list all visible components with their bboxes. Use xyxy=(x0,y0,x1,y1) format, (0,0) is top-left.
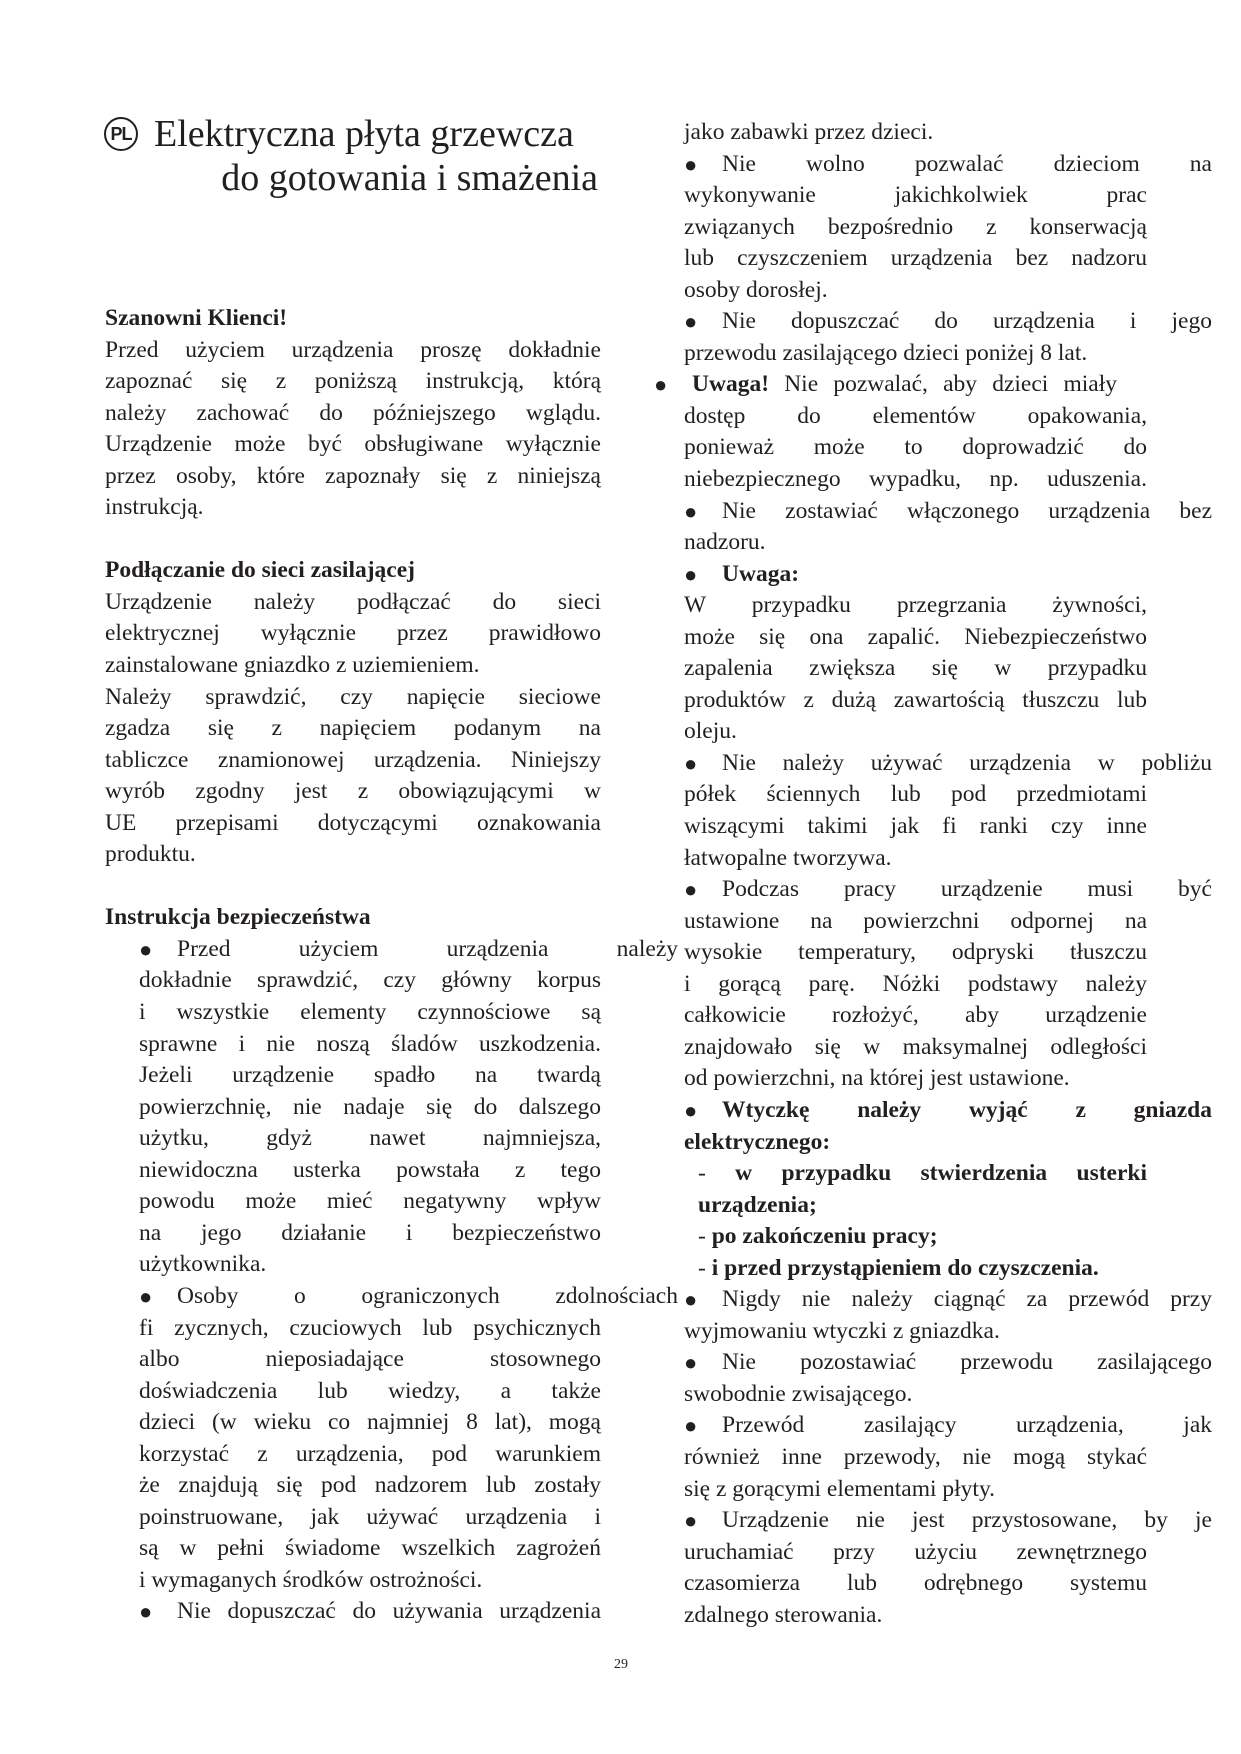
text-line xyxy=(684,685,1147,717)
text-line xyxy=(684,653,1147,685)
line-text xyxy=(105,587,601,619)
line-text xyxy=(139,1218,601,1250)
text-line xyxy=(684,275,1147,307)
plain-text: produktu. xyxy=(105,841,196,868)
bullet-item-line xyxy=(684,149,1212,181)
plain-text: Nie dopuszczać do urządzenia i jego xyxy=(722,308,1212,335)
line-text xyxy=(684,1063,1147,1095)
plain-text: W przypadku przegrzania żywności, xyxy=(684,592,1147,619)
plain-text: wiszącymi takimi jak fi ranki czy inne xyxy=(684,813,1147,840)
plain-text: zdalnego sterowania. xyxy=(684,1601,883,1628)
plain-text: powierzchnię, nie nadaje się do dalszego xyxy=(139,1093,601,1120)
line-text xyxy=(684,527,1147,559)
text-line xyxy=(684,117,1147,149)
bullet-item-line xyxy=(684,1095,1212,1127)
plain-text: instrukcją. xyxy=(105,494,204,521)
text-line xyxy=(698,1158,1147,1190)
line-text xyxy=(722,1505,1212,1537)
text-line xyxy=(684,243,1147,275)
line-text xyxy=(684,1379,1147,1411)
plain-text: przez osoby, które zapoznały się z niniejszą xyxy=(105,462,601,489)
bullet-icon: ● xyxy=(139,1283,153,1309)
title-line-1: Elektryczna płyta grzewcza xyxy=(154,113,574,155)
bullet-item-line xyxy=(684,306,1212,338)
plain-text: łatwopalne tworzywa. xyxy=(684,844,892,871)
line-text xyxy=(139,1249,601,1281)
text-line xyxy=(684,432,1147,464)
plain-text: użytkownika. xyxy=(139,1251,267,1278)
text-line xyxy=(139,1565,601,1597)
plain-text: tabliczce znamionowej urządzenia. Niniejszy xyxy=(105,746,601,773)
text-line xyxy=(684,1379,1147,1411)
text-line xyxy=(139,1439,601,1471)
plain-text: zainstalowane gniazdko z uziemieniem. xyxy=(105,652,480,679)
plain-text: Przewód zasilający urządzenia, jak xyxy=(722,1412,1212,1439)
section-heading xyxy=(698,1190,1147,1222)
section-heading xyxy=(684,1127,1147,1159)
text-line xyxy=(684,180,1147,212)
text-line xyxy=(139,1155,601,1187)
text-line xyxy=(139,965,601,997)
text-line xyxy=(139,1470,601,1502)
plain-text: produktów z dużą zawartością tłuszczu lub xyxy=(684,686,1147,713)
bullet-item-line xyxy=(684,1410,1212,1442)
bullet-item-line xyxy=(139,934,678,966)
line-text xyxy=(105,366,601,398)
line-text xyxy=(139,1060,601,1092)
plain-text: Przed użyciem urządzenia należy xyxy=(177,935,678,962)
text-line xyxy=(139,1533,601,1565)
section-heading xyxy=(105,902,601,934)
plain-text: przewodu zasilającego dzieci poniżej 8 lat. xyxy=(684,339,1088,366)
plain-text: doświadczenia lub wiedzy, a także xyxy=(139,1377,601,1404)
text-line xyxy=(698,1253,1147,1285)
text-line xyxy=(139,1092,601,1124)
plain-text: i gorącą parę. Nóżki podstawy należy xyxy=(684,970,1147,997)
line-text xyxy=(139,1123,601,1155)
line-text xyxy=(684,243,1147,275)
line-text xyxy=(684,906,1147,938)
line-text xyxy=(105,555,601,587)
text-line xyxy=(684,1600,1147,1632)
plain-text: Przed użyciem urządzenia proszę dokładnie xyxy=(105,336,601,363)
line-text xyxy=(692,369,1117,401)
plain-text: znajdowało się w maksymalnej odległości xyxy=(684,1033,1147,1060)
line-text xyxy=(684,1600,1147,1632)
plain-text: dokładnie sprawdzić, czy główny korpus xyxy=(139,967,601,994)
text-line xyxy=(684,464,1147,496)
text-line xyxy=(139,1376,601,1408)
plain-text: Nie pozwalać, aby dzieci miały xyxy=(769,371,1117,398)
left-column xyxy=(105,303,678,1628)
plain-text: lub czyszczeniem urządzenia bez nadzoru xyxy=(684,245,1147,272)
text-line xyxy=(684,969,1147,1001)
bullet-item-line xyxy=(684,1505,1212,1537)
page-number: 29 xyxy=(614,1657,628,1672)
plain-text: korzystać z urządzenia, pod warunkiem xyxy=(139,1440,601,1467)
text-line xyxy=(139,1249,601,1281)
line-text xyxy=(139,1029,601,1061)
plain-text: Nigdy nie należy ciągnąć za przewód przy xyxy=(722,1286,1212,1313)
bold-text: Uwaga: xyxy=(722,560,800,587)
line-text xyxy=(684,401,1147,433)
text-line xyxy=(105,398,601,430)
bullet-icon: ● xyxy=(684,877,698,903)
right-column xyxy=(654,117,1212,1631)
title-line-2: do gotowania i smażenia xyxy=(221,157,598,199)
line-text xyxy=(684,716,1147,748)
line-text xyxy=(139,1439,601,1471)
text-line xyxy=(105,713,601,745)
bold-text: Wtyczkę należy wyjąć z gniazda xyxy=(722,1096,1212,1123)
bullet-item-line xyxy=(684,874,1212,906)
text-line xyxy=(684,1000,1147,1032)
plain-text: ustawione na powierzchni odpornej na xyxy=(684,907,1147,934)
plain-text: użytku, gdyż nawet najmniejsza, xyxy=(139,1125,601,1152)
plain-text: półek ściennych lub pod przedmiotami xyxy=(684,781,1147,808)
plain-text: - xyxy=(698,1223,712,1250)
line-text xyxy=(684,937,1147,969)
line-text xyxy=(684,212,1147,244)
bullet-icon: ● xyxy=(684,1413,698,1439)
line-text xyxy=(105,492,601,524)
line-text xyxy=(722,1284,1212,1316)
line-text xyxy=(684,338,1147,370)
plain-text: Podczas pracy urządzenie musi być xyxy=(722,876,1212,903)
line-text xyxy=(105,303,601,335)
plain-text: Nie pozostawiać przewodu zasilającego xyxy=(722,1349,1212,1376)
plain-text: całkowicie rozłożyć, aby urządzenie xyxy=(684,1002,1147,1029)
text-line xyxy=(684,1032,1147,1064)
line-text xyxy=(139,1407,601,1439)
plain-text: swobodnie zwisającego. xyxy=(684,1380,913,1407)
text-line xyxy=(105,587,601,619)
line-text xyxy=(684,1316,1147,1348)
text-line xyxy=(684,937,1147,969)
plain-text: niewidoczna usterka powstała z tego xyxy=(139,1156,601,1183)
text-line xyxy=(105,335,601,367)
line-text xyxy=(722,559,1147,591)
plain-text: i wszystkie elementy czynnościowe są xyxy=(139,999,601,1026)
line-text xyxy=(139,997,601,1029)
text-line xyxy=(139,1029,601,1061)
line-text xyxy=(139,1565,601,1597)
plain-text: wyjmowaniu wtyczki z gniazdka. xyxy=(684,1317,1000,1344)
text-line xyxy=(105,650,601,682)
text-line xyxy=(105,776,601,808)
plain-text: nadzoru. xyxy=(684,529,766,556)
plain-text: - xyxy=(698,1160,736,1187)
line-text xyxy=(684,1032,1147,1064)
line-text xyxy=(105,745,601,777)
plain-text: elektrycznej wyłącznie przez prawidłowo xyxy=(105,620,601,647)
line-text xyxy=(105,335,601,367)
line-text xyxy=(177,1281,678,1313)
line-text xyxy=(722,1410,1212,1442)
line-text xyxy=(139,1344,601,1376)
line-text xyxy=(722,149,1212,181)
line-text xyxy=(684,622,1147,654)
line-text xyxy=(139,965,601,997)
line-text xyxy=(684,432,1147,464)
plain-text: Nie zostawiać włączonego urządzenia bez xyxy=(722,497,1212,524)
bold-text: w przypadku stwierdzenia usterki xyxy=(735,1160,1147,1187)
line-text xyxy=(698,1158,1147,1190)
language-badge-pl: PL xyxy=(104,117,138,151)
line-text xyxy=(684,117,1147,149)
line-text xyxy=(722,1095,1212,1127)
section-heading xyxy=(105,303,601,335)
plain-text: Urządzenie nie jest przystosowane, by je xyxy=(722,1507,1212,1534)
bullet-item-line xyxy=(684,496,1212,528)
plain-text: - xyxy=(698,1254,712,1281)
bold-text: Instrukcja bezpieczeństwa xyxy=(105,904,371,931)
line-text xyxy=(684,653,1147,685)
line-text xyxy=(684,180,1147,212)
text-line xyxy=(684,1537,1147,1569)
plain-text: niebezpiecznego wypadku, np. uduszenia. xyxy=(684,466,1147,493)
plain-text: oleju. xyxy=(684,718,737,745)
line-text xyxy=(684,1568,1147,1600)
text-line xyxy=(684,1442,1147,1474)
bold-text: Podłączanie do sieci zasilającej xyxy=(105,557,415,584)
line-text xyxy=(139,1313,601,1345)
text-line xyxy=(105,808,601,840)
text-line xyxy=(684,212,1147,244)
plain-text: UE przepisami dotyczącymi oznakowania xyxy=(105,809,601,836)
plain-text: Nie należy używać urządzenia w pobliżu xyxy=(722,749,1212,776)
text-line xyxy=(139,1313,601,1345)
line-text xyxy=(177,934,678,966)
line-text xyxy=(684,969,1147,1001)
line-text xyxy=(722,306,1212,338)
text-line xyxy=(105,745,601,777)
plain-text: zapoznać się z poniższą instrukcją, którą xyxy=(105,368,601,395)
text-line xyxy=(139,1502,601,1534)
bullet-icon: ● xyxy=(684,309,698,335)
plain-text: Osoby o ograniczonych zdolnościach xyxy=(177,1282,678,1309)
text-line xyxy=(684,779,1147,811)
text-line xyxy=(684,1316,1147,1348)
bold-text: elektrycznego: xyxy=(684,1128,831,1155)
plain-text: należy zachować do późniejszego wglądu. xyxy=(105,399,601,426)
plain-text: również inne przewody, nie mogą stykać xyxy=(684,1443,1147,1470)
line-text xyxy=(139,1186,601,1218)
plain-text: od powierzchni, na której jest ustawione. xyxy=(684,1065,1070,1092)
text-line xyxy=(684,338,1147,370)
bullet-icon: ● xyxy=(684,1097,698,1123)
plain-text: się z gorącymi elementami płyty. xyxy=(684,1475,996,1502)
text-line xyxy=(684,716,1147,748)
text-line xyxy=(684,590,1147,622)
section-heading xyxy=(105,555,601,587)
bullet-icon: ● xyxy=(654,372,668,398)
bullet-item-line xyxy=(684,1347,1212,1379)
plain-text: są w pełni świadome wszelkich zagrożeń xyxy=(139,1535,601,1562)
line-text xyxy=(105,713,601,745)
line-text xyxy=(105,839,601,871)
plain-text: wykonywanie jakichkolwiek prac xyxy=(684,182,1147,209)
text-line xyxy=(105,839,601,871)
line-text xyxy=(698,1190,1147,1222)
text-line xyxy=(139,997,601,1029)
bullet-icon: ● xyxy=(684,498,698,524)
line-text xyxy=(698,1221,1147,1253)
text-line xyxy=(105,682,601,714)
bullet-icon: ● xyxy=(139,1599,153,1625)
line-text xyxy=(684,811,1147,843)
plain-text: że znajdują się pod nadzorem lub zostały xyxy=(139,1472,601,1499)
text-line xyxy=(698,1221,1147,1253)
plain-text: na jego działanie i bezpieczeństwo xyxy=(139,1219,601,1246)
plain-text: ponieważ może to doprowadzić do xyxy=(684,434,1147,461)
bullet-item-line xyxy=(139,1596,601,1628)
plain-text: uruchamiać przy użyciu zewnętrznego xyxy=(684,1538,1147,1565)
line-text xyxy=(684,1537,1147,1569)
text-line xyxy=(684,527,1147,559)
bullet-item-line xyxy=(139,1281,678,1313)
line-text xyxy=(684,843,1147,875)
bold-text: Uwaga! xyxy=(692,371,770,398)
line-text xyxy=(139,1502,601,1534)
plain-text: Nie wolno pozwalać dzieciom na xyxy=(722,150,1212,177)
line-text xyxy=(722,1347,1212,1379)
line-text xyxy=(139,1470,601,1502)
text-line xyxy=(684,1474,1147,1506)
plain-text: zgadza się z napięciem podanym na xyxy=(105,715,601,742)
bullet-item-line xyxy=(684,748,1212,780)
text-line xyxy=(684,1063,1147,1095)
line-text xyxy=(105,429,601,461)
text-line xyxy=(684,401,1147,433)
text-line xyxy=(684,906,1147,938)
line-text xyxy=(684,275,1147,307)
line-text xyxy=(684,685,1147,717)
line-text xyxy=(698,1253,1147,1285)
plain-text: Urządzenie może być obsługiwane wyłącznie xyxy=(105,431,601,458)
bold-text: Szanowni Klienci! xyxy=(105,305,288,331)
text-line xyxy=(684,811,1147,843)
plain-text: powodu może mieć negatywny wpływ xyxy=(139,1188,601,1215)
text-line xyxy=(139,1186,601,1218)
bullet-icon: ● xyxy=(684,1350,698,1376)
text-line xyxy=(684,843,1147,875)
bullet-icon: ● xyxy=(684,151,698,177)
plain-text: Urządzenie należy podłączać do sieci xyxy=(105,588,601,615)
plain-text: związanych bezpośrednio z konserwacją xyxy=(684,213,1147,240)
plain-text: Nie dopuszczać do używania urządzenia xyxy=(177,1598,601,1625)
line-text xyxy=(139,1155,601,1187)
line-text xyxy=(139,1533,601,1565)
bullet-icon: ● xyxy=(684,1508,698,1534)
plain-text: zapalenia zwiększa się w przypadku xyxy=(684,655,1147,682)
plain-text: czasomierza lub odrębnego systemu xyxy=(684,1570,1147,1597)
bullet-item-line xyxy=(654,369,1117,401)
line-text xyxy=(684,590,1147,622)
text-line xyxy=(105,618,601,650)
plain-text: jako zabawki przez dzieci. xyxy=(684,119,934,145)
text-line xyxy=(105,492,601,524)
line-text xyxy=(684,779,1147,811)
line-text xyxy=(139,1092,601,1124)
line-text xyxy=(105,398,601,430)
text-line xyxy=(684,1568,1147,1600)
plain-text: sprawne i nie noszą śladów uszkodzenia. xyxy=(139,1030,601,1057)
plain-text: i wymaganych środków ostrożności. xyxy=(139,1566,483,1593)
page-title xyxy=(104,112,598,200)
line-text xyxy=(105,808,601,840)
line-text xyxy=(684,1000,1147,1032)
text-line xyxy=(105,461,601,493)
bullet-icon: ● xyxy=(684,561,698,587)
bullet-item-line xyxy=(684,559,1147,591)
plain-text: fi zycznych, czuciowych lub psychicznych xyxy=(139,1314,601,1341)
text-line xyxy=(139,1123,601,1155)
line-text xyxy=(177,1596,601,1628)
plain-text: Jeżeli urządzenie spadło na twardą xyxy=(139,1062,601,1089)
text-line xyxy=(139,1407,601,1439)
plain-text: wyrób zgodny jest z obowiązującymi w xyxy=(105,778,601,805)
text-line xyxy=(139,1060,601,1092)
line-text xyxy=(105,461,601,493)
bullet-icon: ● xyxy=(684,1287,698,1313)
text-line xyxy=(105,366,601,398)
line-text xyxy=(722,748,1212,780)
line-text xyxy=(684,1474,1147,1506)
bold-text: urządzenia; xyxy=(698,1191,817,1218)
line-text xyxy=(139,1376,601,1408)
text-line xyxy=(105,429,601,461)
plain-text: dzieci (w wieku co najmniej 8 lat), mogą xyxy=(139,1409,601,1436)
bold-text: po zakończeniu pracy; xyxy=(711,1223,938,1250)
bullet-icon: ● xyxy=(684,750,698,776)
plain-text: albo nieposiadające stosownego xyxy=(139,1346,601,1373)
line-text xyxy=(105,650,601,682)
line-text xyxy=(105,902,601,934)
line-text xyxy=(684,1127,1147,1159)
line-text xyxy=(105,776,601,808)
line-text xyxy=(722,496,1212,528)
text-line xyxy=(139,1218,601,1250)
plain-text: może się ona zapalić. Niebezpieczeństwo xyxy=(684,623,1147,650)
text-line xyxy=(684,622,1147,654)
text-line xyxy=(139,1344,601,1376)
plain-text: Należy sprawdzić, czy napięcie sieciowe xyxy=(105,683,601,710)
bullet-item-line xyxy=(684,1284,1212,1316)
plain-text: osoby dorosłej. xyxy=(684,276,828,303)
plain-text: poinstruowane, jak używać urządzenia i xyxy=(139,1503,601,1530)
bold-text: i przed przystąpieniem do czyszczenia. xyxy=(711,1254,1099,1281)
plain-text: dostęp do elementów opakowania, xyxy=(684,402,1147,429)
bullet-icon: ● xyxy=(139,936,153,962)
line-text xyxy=(684,464,1147,496)
line-text xyxy=(105,682,601,714)
line-text xyxy=(722,874,1212,906)
line-text xyxy=(684,1442,1147,1474)
plain-text: wysokie temperatury, odpryski tłuszczu xyxy=(684,939,1147,966)
line-text xyxy=(105,618,601,650)
